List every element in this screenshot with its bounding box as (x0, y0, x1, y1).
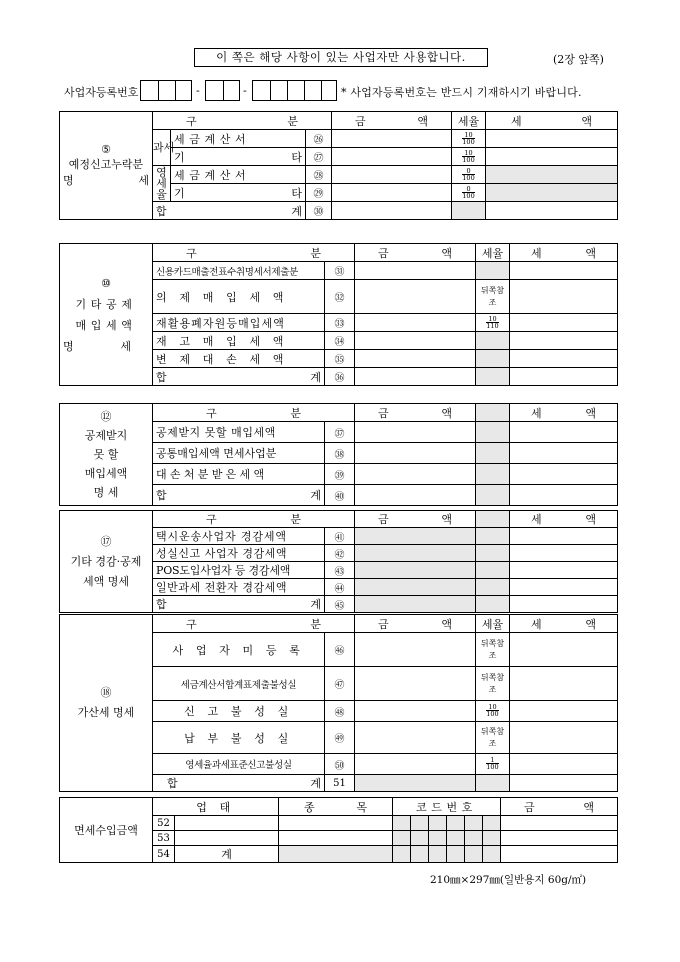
amount-cell[interactable] (355, 262, 476, 280)
item-cell-shaded (279, 846, 393, 863)
tax-cell[interactable] (486, 148, 618, 166)
section-penalty-table (59, 614, 618, 792)
code-digit-shaded (447, 846, 465, 863)
column-header: 세율 (476, 244, 510, 262)
rate-cell-shaded (476, 350, 510, 368)
tax-cell[interactable] (510, 528, 618, 545)
column-header: 구 분 (153, 112, 332, 130)
amount-cell[interactable] (355, 368, 476, 386)
section-title: ⑰ 기타 경감·공제 세액 명세 (60, 511, 153, 613)
row-label: 공제받지 못할 매입세액 (153, 422, 325, 443)
section-title: ⑱ 가산세 명세 (60, 615, 153, 792)
rate-cell-shaded (476, 562, 510, 579)
tax-cell[interactable] (510, 443, 618, 464)
item-cell[interactable] (279, 831, 393, 846)
row-label: 세금계산서 (171, 166, 306, 184)
rate-cell-shaded (476, 579, 510, 596)
column-header: 구 분 (153, 244, 355, 262)
column-header: 세 액 (510, 615, 618, 633)
tax-cell[interactable] (510, 314, 618, 332)
row-number: ㉝ (325, 314, 355, 332)
row-number: ㊵ (325, 485, 355, 506)
column-header: 금 액 (355, 244, 476, 262)
row-label: 일반과세 전환자 경감세액 (153, 579, 325, 596)
amount-cell[interactable] (501, 816, 618, 831)
row-number: ㉟ (325, 350, 355, 368)
row-number: ㉙ (306, 184, 332, 202)
row-label: 의 제 매 입 세 액 (153, 280, 325, 314)
section-reduction-table (59, 510, 618, 613)
registration-label: 사업자등록번호 (64, 86, 139, 99)
amount-cell[interactable] (355, 485, 476, 506)
amount-cell[interactable] (355, 280, 476, 314)
code-digit[interactable] (483, 831, 501, 846)
code-digit[interactable] (447, 831, 465, 846)
row-number: ㊲ (325, 422, 355, 443)
code-digit[interactable] (447, 816, 465, 831)
total-label: 합 계 (153, 485, 325, 506)
column-header: 세 액 (486, 112, 618, 130)
registration-input-part2[interactable] (205, 80, 240, 101)
registration-number-line (64, 80, 624, 102)
total-label: 계 (175, 846, 279, 863)
tax-cell[interactable] (510, 350, 618, 368)
total-label: 합 계 (153, 775, 325, 792)
usage-notice: 이 쪽은 해당 사항이 있는 사업자만 사용합니다. (194, 48, 488, 67)
column-header: 금 액 (355, 615, 476, 633)
amount-cell[interactable] (332, 130, 452, 148)
row-label: 택시운송사업자 경감세액 (153, 528, 325, 545)
rate-cell-shaded (476, 368, 510, 386)
amount-cell-shaded (355, 596, 476, 613)
rate-cell: $\frac{10}{100}$ (452, 148, 486, 166)
row-label: 기 타 (171, 148, 306, 166)
page-number: (2장 앞쪽) (553, 53, 604, 66)
section-nondeductible-table (59, 403, 618, 506)
row-number: ㊺ (325, 596, 355, 613)
total-label: 합 계 (153, 202, 306, 220)
business-type-cell[interactable] (175, 816, 279, 831)
section-other-deduction-table (59, 243, 618, 386)
tax-cell[interactable] (486, 130, 618, 148)
column-header: 세 액 (510, 244, 618, 262)
rate-cell: $\frac{10}{100}$ (476, 701, 510, 722)
row-label: 성실신고 사업자 경감세액 (153, 545, 325, 562)
code-digit-shaded (411, 846, 429, 863)
row-number: ㊶ (325, 528, 355, 545)
column-header: 세 액 (510, 511, 618, 528)
code-digit[interactable] (393, 831, 411, 846)
tax-cell[interactable] (510, 545, 618, 562)
column-header: 종 목 (279, 798, 393, 816)
section-title: ⑩ 기타공제 매입세액 명 세 (60, 244, 153, 386)
rate-cell: $\frac{0}{100}$ (452, 184, 486, 202)
row-label: 공통매입세액 면세사업분 (153, 443, 325, 464)
row-number: ㉛ (325, 262, 355, 280)
row-number: ㉚ (306, 202, 332, 220)
code-digit[interactable] (411, 816, 429, 831)
row-number: ㊽ (325, 701, 355, 722)
section-title: ⑤ 예정신고누락분 명 세 (60, 112, 153, 220)
amount-cell[interactable] (355, 422, 476, 443)
section-exempt-income-table (59, 797, 618, 863)
rate-cell: 뒤쪽참조 (476, 722, 510, 754)
column-header: 세율 (476, 615, 510, 633)
amount-cell[interactable] (332, 184, 452, 202)
amount-cell[interactable] (332, 166, 452, 184)
tax-cell[interactable] (510, 485, 618, 506)
registration-input-part3[interactable] (252, 80, 337, 101)
tax-cell[interactable] (510, 368, 618, 386)
code-digit[interactable] (483, 816, 501, 831)
rate-cell-shaded (476, 596, 510, 613)
column-header: 세 액 (510, 404, 618, 422)
row-label: 납 부 불 성 실 (153, 722, 325, 754)
code-digit-shaded (429, 846, 447, 863)
amount-cell[interactable] (355, 464, 476, 485)
registration-separator: - (243, 84, 247, 97)
column-header: 업 태 (153, 798, 279, 816)
rate-cell-shaded (452, 202, 486, 220)
tax-cell[interactable] (510, 280, 618, 314)
amount-cell-shaded (355, 545, 476, 562)
row-label: 세금계산서 (171, 130, 306, 148)
row-number: ㊹ (325, 579, 355, 596)
rate-cell: $\frac{0}{100}$ (452, 166, 486, 184)
row-label: 세금계산서합계표제출불성실 (153, 667, 325, 701)
tax-cell[interactable] (510, 332, 618, 350)
tax-cell[interactable] (510, 722, 618, 754)
rate-cell-shaded (476, 332, 510, 350)
column-header: 금 액 (332, 112, 452, 130)
column-header: 구 분 (153, 404, 355, 422)
tax-cell[interactable] (510, 596, 618, 613)
rate-header-shaded (476, 511, 510, 528)
row-number: ㊻ (325, 633, 355, 667)
row-number: ㊷ (325, 545, 355, 562)
registration-separator: - (196, 84, 200, 97)
rate-cell: 뒤쪽참조 (476, 667, 510, 701)
amount-cell[interactable] (332, 202, 452, 220)
rate-cell: $\frac{10}{100}$ (452, 130, 486, 148)
row-number: 53 (153, 831, 175, 846)
tax-cell[interactable] (510, 464, 618, 485)
taxed-label: 과세 (153, 130, 171, 166)
rate-cell-shaded (476, 464, 510, 485)
tax-cell[interactable] (510, 422, 618, 443)
row-number: ㊿ (325, 754, 355, 775)
amount-cell[interactable] (332, 148, 452, 166)
amount-cell[interactable] (355, 722, 476, 754)
total-label: 합 계 (153, 596, 325, 613)
code-digit[interactable] (465, 816, 483, 831)
zero-rate-label: 영세율 (153, 166, 171, 202)
row-number: ㉗ (306, 148, 332, 166)
column-header: 세율 (452, 112, 486, 130)
row-label: 재활용폐자원등매입세액 (153, 314, 325, 332)
row-number: ㉘ (306, 166, 332, 184)
row-label: 변 제 대 손 세 액 (153, 350, 325, 368)
row-label: 영세율과세표준신고불성실 (153, 754, 325, 775)
row-label: 신용카드매출전표수취명세서제출분 (153, 262, 325, 280)
tax-cell[interactable] (510, 754, 618, 775)
tax-cell[interactable] (510, 562, 618, 579)
tax-cell-shaded (486, 184, 618, 202)
row-number: ㊳ (325, 443, 355, 464)
rate-cell: $\frac{10}{110}$ (476, 314, 510, 332)
tax-cell-shaded (486, 166, 618, 184)
row-number: 51 (325, 775, 355, 792)
rate-header-shaded (476, 404, 510, 422)
paper-size-footer: 210㎜×297㎜(일반용지 60g/㎡) (430, 874, 587, 886)
section-title: ⑫ 공제받지 못 할 매입세액 명 세 (60, 404, 153, 506)
amount-cell-shaded (355, 579, 476, 596)
column-header: 구 분 (153, 511, 355, 528)
rate-cell-shaded (476, 422, 510, 443)
code-digit[interactable] (429, 831, 447, 846)
row-label: 신 고 불 성 실 (153, 701, 325, 722)
amount-cell[interactable] (355, 443, 476, 464)
amount-cell[interactable] (355, 701, 476, 722)
amount-cell[interactable] (355, 332, 476, 350)
rate-cell: $\frac{1}{100}$ (476, 754, 510, 775)
tax-cell[interactable] (510, 775, 618, 792)
column-header: 금 액 (501, 798, 618, 816)
rate-cell-shaded (476, 443, 510, 464)
item-cell[interactable] (279, 816, 393, 831)
row-number: ㊱ (325, 368, 355, 386)
row-number: ㉞ (325, 332, 355, 350)
code-digit[interactable] (429, 816, 447, 831)
amount-cell-shaded (355, 528, 476, 545)
code-digit[interactable] (393, 816, 411, 831)
tax-cell[interactable] (510, 633, 618, 667)
row-label: 재 고 매 입 세 액 (153, 332, 325, 350)
tax-cell[interactable] (510, 579, 618, 596)
amount-cell-shaded (355, 562, 476, 579)
code-digit[interactable] (411, 831, 429, 846)
tax-cell[interactable] (510, 701, 618, 722)
total-label: 합 계 (153, 368, 325, 386)
rate-cell-shaded (476, 775, 510, 792)
amount-cell[interactable] (355, 754, 476, 775)
section-title: 면세수입금액 (60, 798, 153, 863)
tax-cell[interactable] (486, 202, 618, 220)
row-number: 52 (153, 816, 175, 831)
code-digit-shaded (465, 846, 483, 863)
registration-note: * 사업자등록번호는 반드시 기재하시기 바랍니다. (341, 86, 582, 99)
column-header: 코드번호 (393, 798, 501, 816)
column-header: 구 분 (153, 615, 355, 633)
amount-cell-shaded (355, 775, 476, 792)
code-digit-shaded (393, 846, 411, 863)
row-number: 54 (153, 846, 175, 863)
registration-input-part1[interactable] (140, 80, 192, 101)
rate-cell-shaded (476, 262, 510, 280)
section-unreported-table (59, 111, 618, 220)
row-number: ㊼ (325, 667, 355, 701)
rate-cell: 뒤쪽참조 (476, 280, 510, 314)
column-header: 금 액 (355, 404, 476, 422)
code-digit[interactable] (465, 831, 483, 846)
row-label: POS도입사업자 등 경감세액 (153, 562, 325, 579)
amount-cell[interactable] (355, 314, 476, 332)
row-number: ㉜ (325, 280, 355, 314)
rate-cell-shaded (476, 485, 510, 506)
tax-cell[interactable] (510, 667, 618, 701)
rate-cell: 뒤쪽참조 (476, 633, 510, 667)
row-number: ㊸ (325, 562, 355, 579)
row-number: ㊴ (325, 464, 355, 485)
business-type-cell[interactable] (175, 831, 279, 846)
amount-cell[interactable] (355, 350, 476, 368)
row-label: 기 타 (171, 184, 306, 202)
amount-cell[interactable] (355, 633, 476, 667)
amount-cell[interactable] (355, 667, 476, 701)
row-number: ㊾ (325, 722, 355, 754)
column-header: 금 액 (355, 511, 476, 528)
tax-cell[interactable] (510, 262, 618, 280)
rate-cell-shaded (476, 528, 510, 545)
code-digit-shaded (483, 846, 501, 863)
rate-cell-shaded (476, 545, 510, 562)
row-label: 대손처분받은세액 (153, 464, 325, 485)
amount-cell[interactable] (501, 846, 618, 863)
row-number: ㉖ (306, 130, 332, 148)
amount-cell[interactable] (501, 831, 618, 846)
row-label: 사 업 자 미 등 록 (153, 633, 325, 667)
